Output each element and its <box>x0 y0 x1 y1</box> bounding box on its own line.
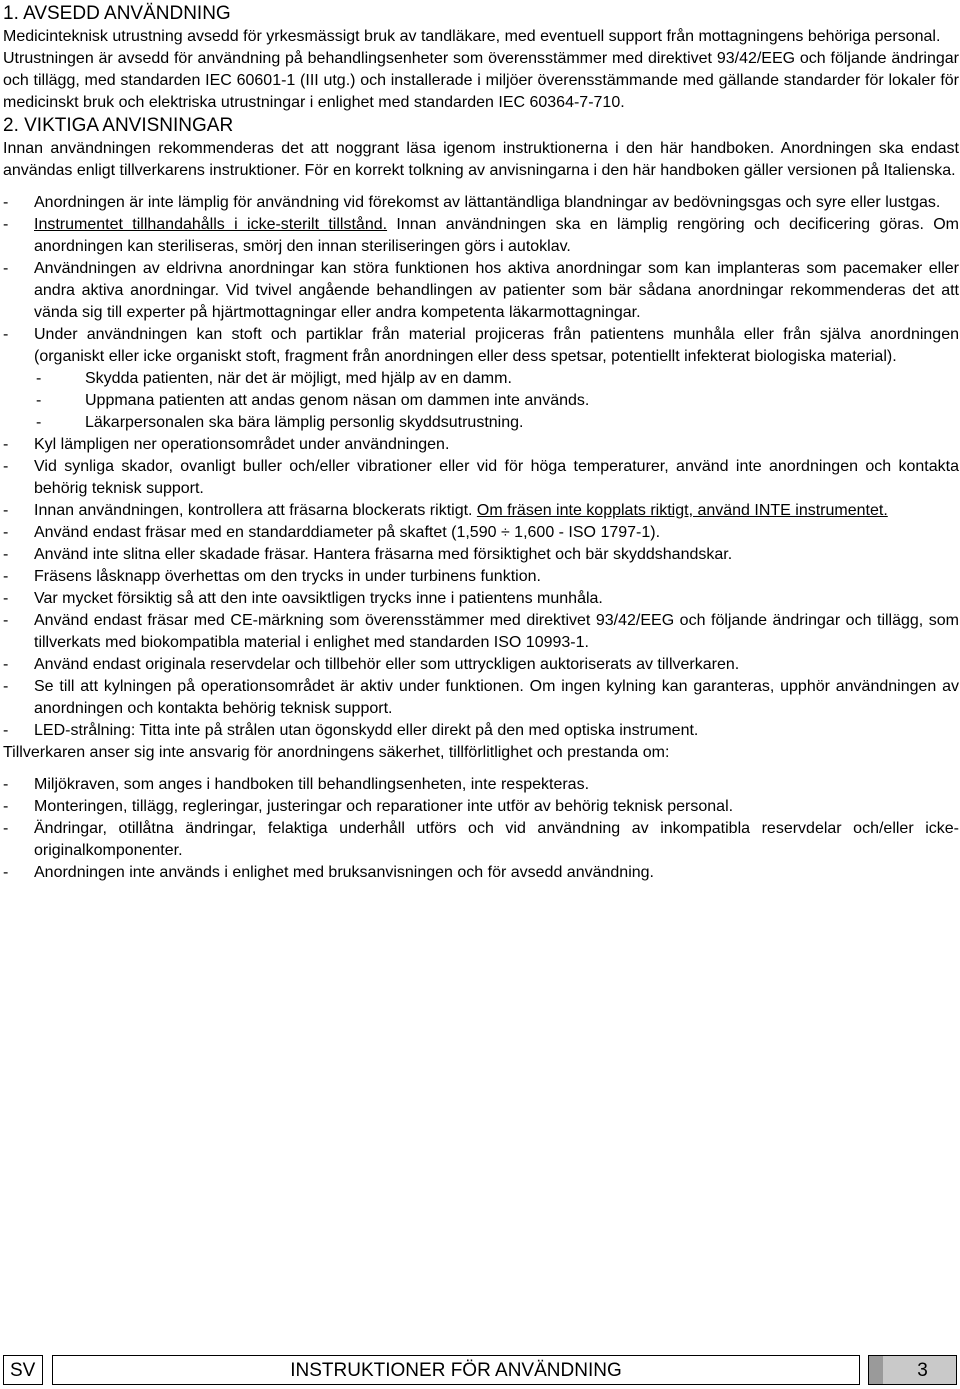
list-item <box>3 588 959 610</box>
list-item <box>3 434 959 456</box>
paragraph: Utrustningen är avsedd för användning på behandlingsenheter som överensstämmer med direktivet 93/42/EEG och följande ändringar och tillägg, med standarden IEC 60601-1 (III utg.) och installerade i miljöer överensstämmande med gällande standarder för lokaler för medicinskt bruk och elektriska utrustningar i enlighet med standarden IEC 60364-7-710. <box>3 50 959 111</box>
underlined-text: Om fräsen inte kopplats riktigt, använd INTE instrumentet. <box>476 502 888 519</box>
list-item <box>3 258 959 324</box>
list-item <box>3 654 959 676</box>
liability-intro: Tillverkaren anser sig inte ansvarig för anordningens säkerhet, tillförlitlighet och prestanda om: <box>3 744 670 761</box>
list-item <box>3 500 959 522</box>
list-item <box>3 522 959 544</box>
list-item-text: Använd endast fräsar med CE-märkning som överensstämmer med direktivet 93/42/EEG och följande ändringar och tillägg, som tillverkats med biokompatibla material i enlighet med standarden ISO 10993-1. <box>34 612 959 651</box>
list-item-text: Fräsens låsknapp överhettas om den trycks in under turbinens funktion. <box>34 568 541 585</box>
sub-list-item: - Uppmana patienten att andas genom näsan om dammen inte används. <box>34 390 959 412</box>
warnings-list <box>3 192 959 742</box>
list-item <box>3 214 959 258</box>
list-item-text: Kyl lämpligen ner operationsområdet under användningen. <box>34 436 450 453</box>
liability-list <box>3 774 959 884</box>
list-item <box>3 676 959 720</box>
list-item-text: Använd endast fräsar med en standarddiameter på skaftet (1,590 ÷ 1,600 - ISO 1797-1). <box>34 524 661 541</box>
list-item <box>3 324 959 434</box>
list-item-text: LED-strålning: Titta inte på strålen utan ögonskydd eller direkt på den med optiska instrument. <box>34 722 699 739</box>
list-item-text: Anordningen är inte lämplig för användning vid förekomst av lättantändliga blandningar av bedövningsgas och syre eller lustgas. <box>34 194 941 211</box>
page-number: 3 <box>917 1360 928 1381</box>
list-item <box>3 456 959 500</box>
sub-list-item: - Läkarpersonalen ska bära lämplig personlig skyddsutrustning. <box>34 412 959 434</box>
list-item-text: Var mycket försiktig så att den inte oavsiktligen trycks inne i patientens munhåla. <box>34 590 603 607</box>
list-item <box>3 720 959 742</box>
underlined-text: Instrumentet tillhandahålls i icke-sterilt tillstånd. <box>34 216 388 233</box>
list-item-text: Användningen av eldrivna anordningar kan störa funktionen hos aktiva anordningar som kan implanteras som pacemaker eller andra aktiva anordningar. Vid tvivel angående behandlingen av patienter som bär sådana anordningar rekommenderas det att vända sig till experter på hjärtmottagningar eller andra kompetenta läkarmottagningar. <box>34 260 959 321</box>
list-item-text: Se till att kylningen på operationsområdet är aktiv under funktionen. Om ingen kylning kan garanteras, upphör användningen av anordningen och kontakta behörig teknisk support. <box>34 678 959 717</box>
list-item-text: Innan användningen, kontrollera att fräsarna blockerats riktigt. <box>34 502 477 519</box>
list-item <box>3 192 959 214</box>
liability-item: - Monteringen, tillägg, regleringar, justeringar och reparationer inte utför av behörig teknisk personal. <box>3 796 959 818</box>
document-content <box>3 2 959 884</box>
liability-item: - Anordningen inte används i enlighet med bruksanvisningen och för avsedd användning. <box>3 862 959 884</box>
intro-paragraph: Innan användningen rekommenderas det att noggrant läsa igenom instruktionerna i den här handboken. Anordningen ska endast användas enligt tillverkarens instruktioner. För en korrekt tolkning av anvisningarna i den här handboken gäller versionen på Italienska. <box>3 140 959 179</box>
list-item <box>3 566 959 588</box>
footer-title: INSTRUKTIONER FÖR ANVÄNDNING <box>52 1355 860 1385</box>
list-item <box>3 544 959 566</box>
language-code: SV <box>3 1355 43 1385</box>
page-number-shade <box>869 1356 883 1384</box>
sub-list <box>34 368 959 434</box>
paragraph: Medicinteknisk utrustning avsedd för yrkesmässigt bruk av tandläkare, med eventuell support från mottagningens behöriga personal. <box>3 28 941 45</box>
sub-list-item: - Skydda patienten, när det är möjligt, med hjälp av en damm. <box>34 368 959 390</box>
liability-item: - Miljökraven, som anges i handboken till behandlingsenheten, inte respekteras. <box>3 774 959 796</box>
list-item-text: Använd endast originala reservdelar och tillbehör eller som uttryckligen auktoriserats av tillverkaren. <box>34 656 740 673</box>
list-item-text: Innan användningen ska en lämplig rengöring och decificering göras. Om anordningen kan steriliseras, smörj den innan steriliseringen görs i autoklav. <box>34 216 959 255</box>
page-footer <box>0 1355 960 1387</box>
list-item-text: Vid synliga skador, ovanligt buller och/eller vibrationer eller vid för höga temperaturer, använd inte anordningen och kontakta behörig teknisk support. <box>34 458 959 497</box>
liability-item: - Ändringar, otillåtna ändringar, felaktiga underhåll utförs och vid användning av inkompatibla reservdelar och/eller icke-originalkomponenter. <box>3 818 959 862</box>
section-heading-viktiga-anvisningar: 2. VIKTIGA ANVISNINGAR <box>3 115 234 136</box>
list-item-text: Under användningen kan stoft och partiklar från material projiceras från patientens munhåla eller från själva anordningen (organiskt eller icke organiskt stoft, fragment från anordningen eller dess spetsar, potentiellt infekterat biologiska material). <box>34 326 959 365</box>
list-item-text: Använd inte slitna eller skadade fräsar. Hantera fräsarna med försiktighet och bär skyddshandskar. <box>34 546 733 563</box>
section-heading-avsedd-anvandning: 1. AVSEDD ANVÄNDNING <box>3 3 231 24</box>
list-item <box>3 610 959 654</box>
